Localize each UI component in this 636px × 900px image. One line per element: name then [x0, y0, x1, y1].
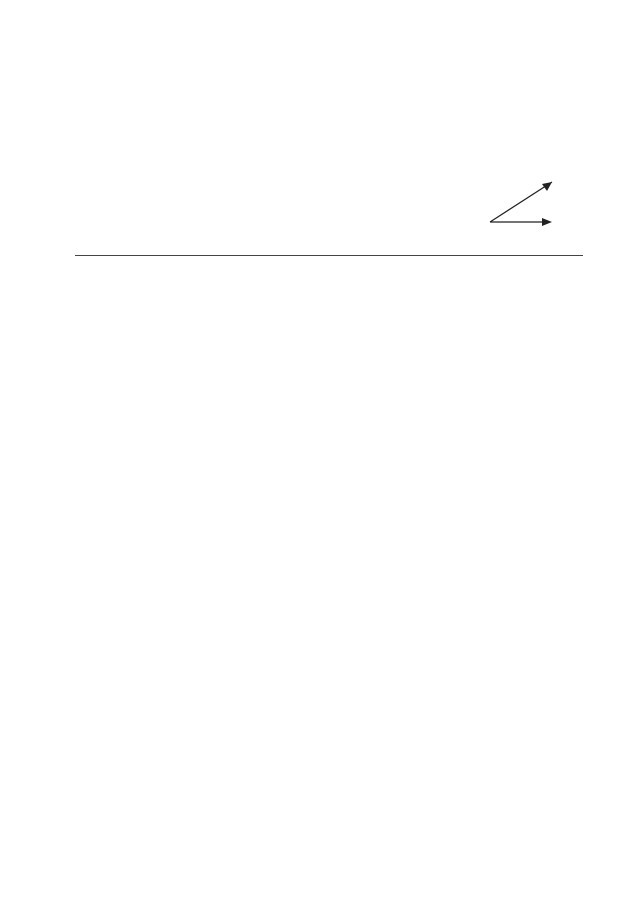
datacube-figure — [0, 0, 636, 258]
slow-time-arrowhead — [542, 218, 552, 226]
fast-time-arrow — [490, 182, 552, 222]
figure-rule — [75, 255, 583, 256]
figure-caption — [75, 259, 583, 277]
fast-time-arrowhead — [542, 182, 552, 191]
